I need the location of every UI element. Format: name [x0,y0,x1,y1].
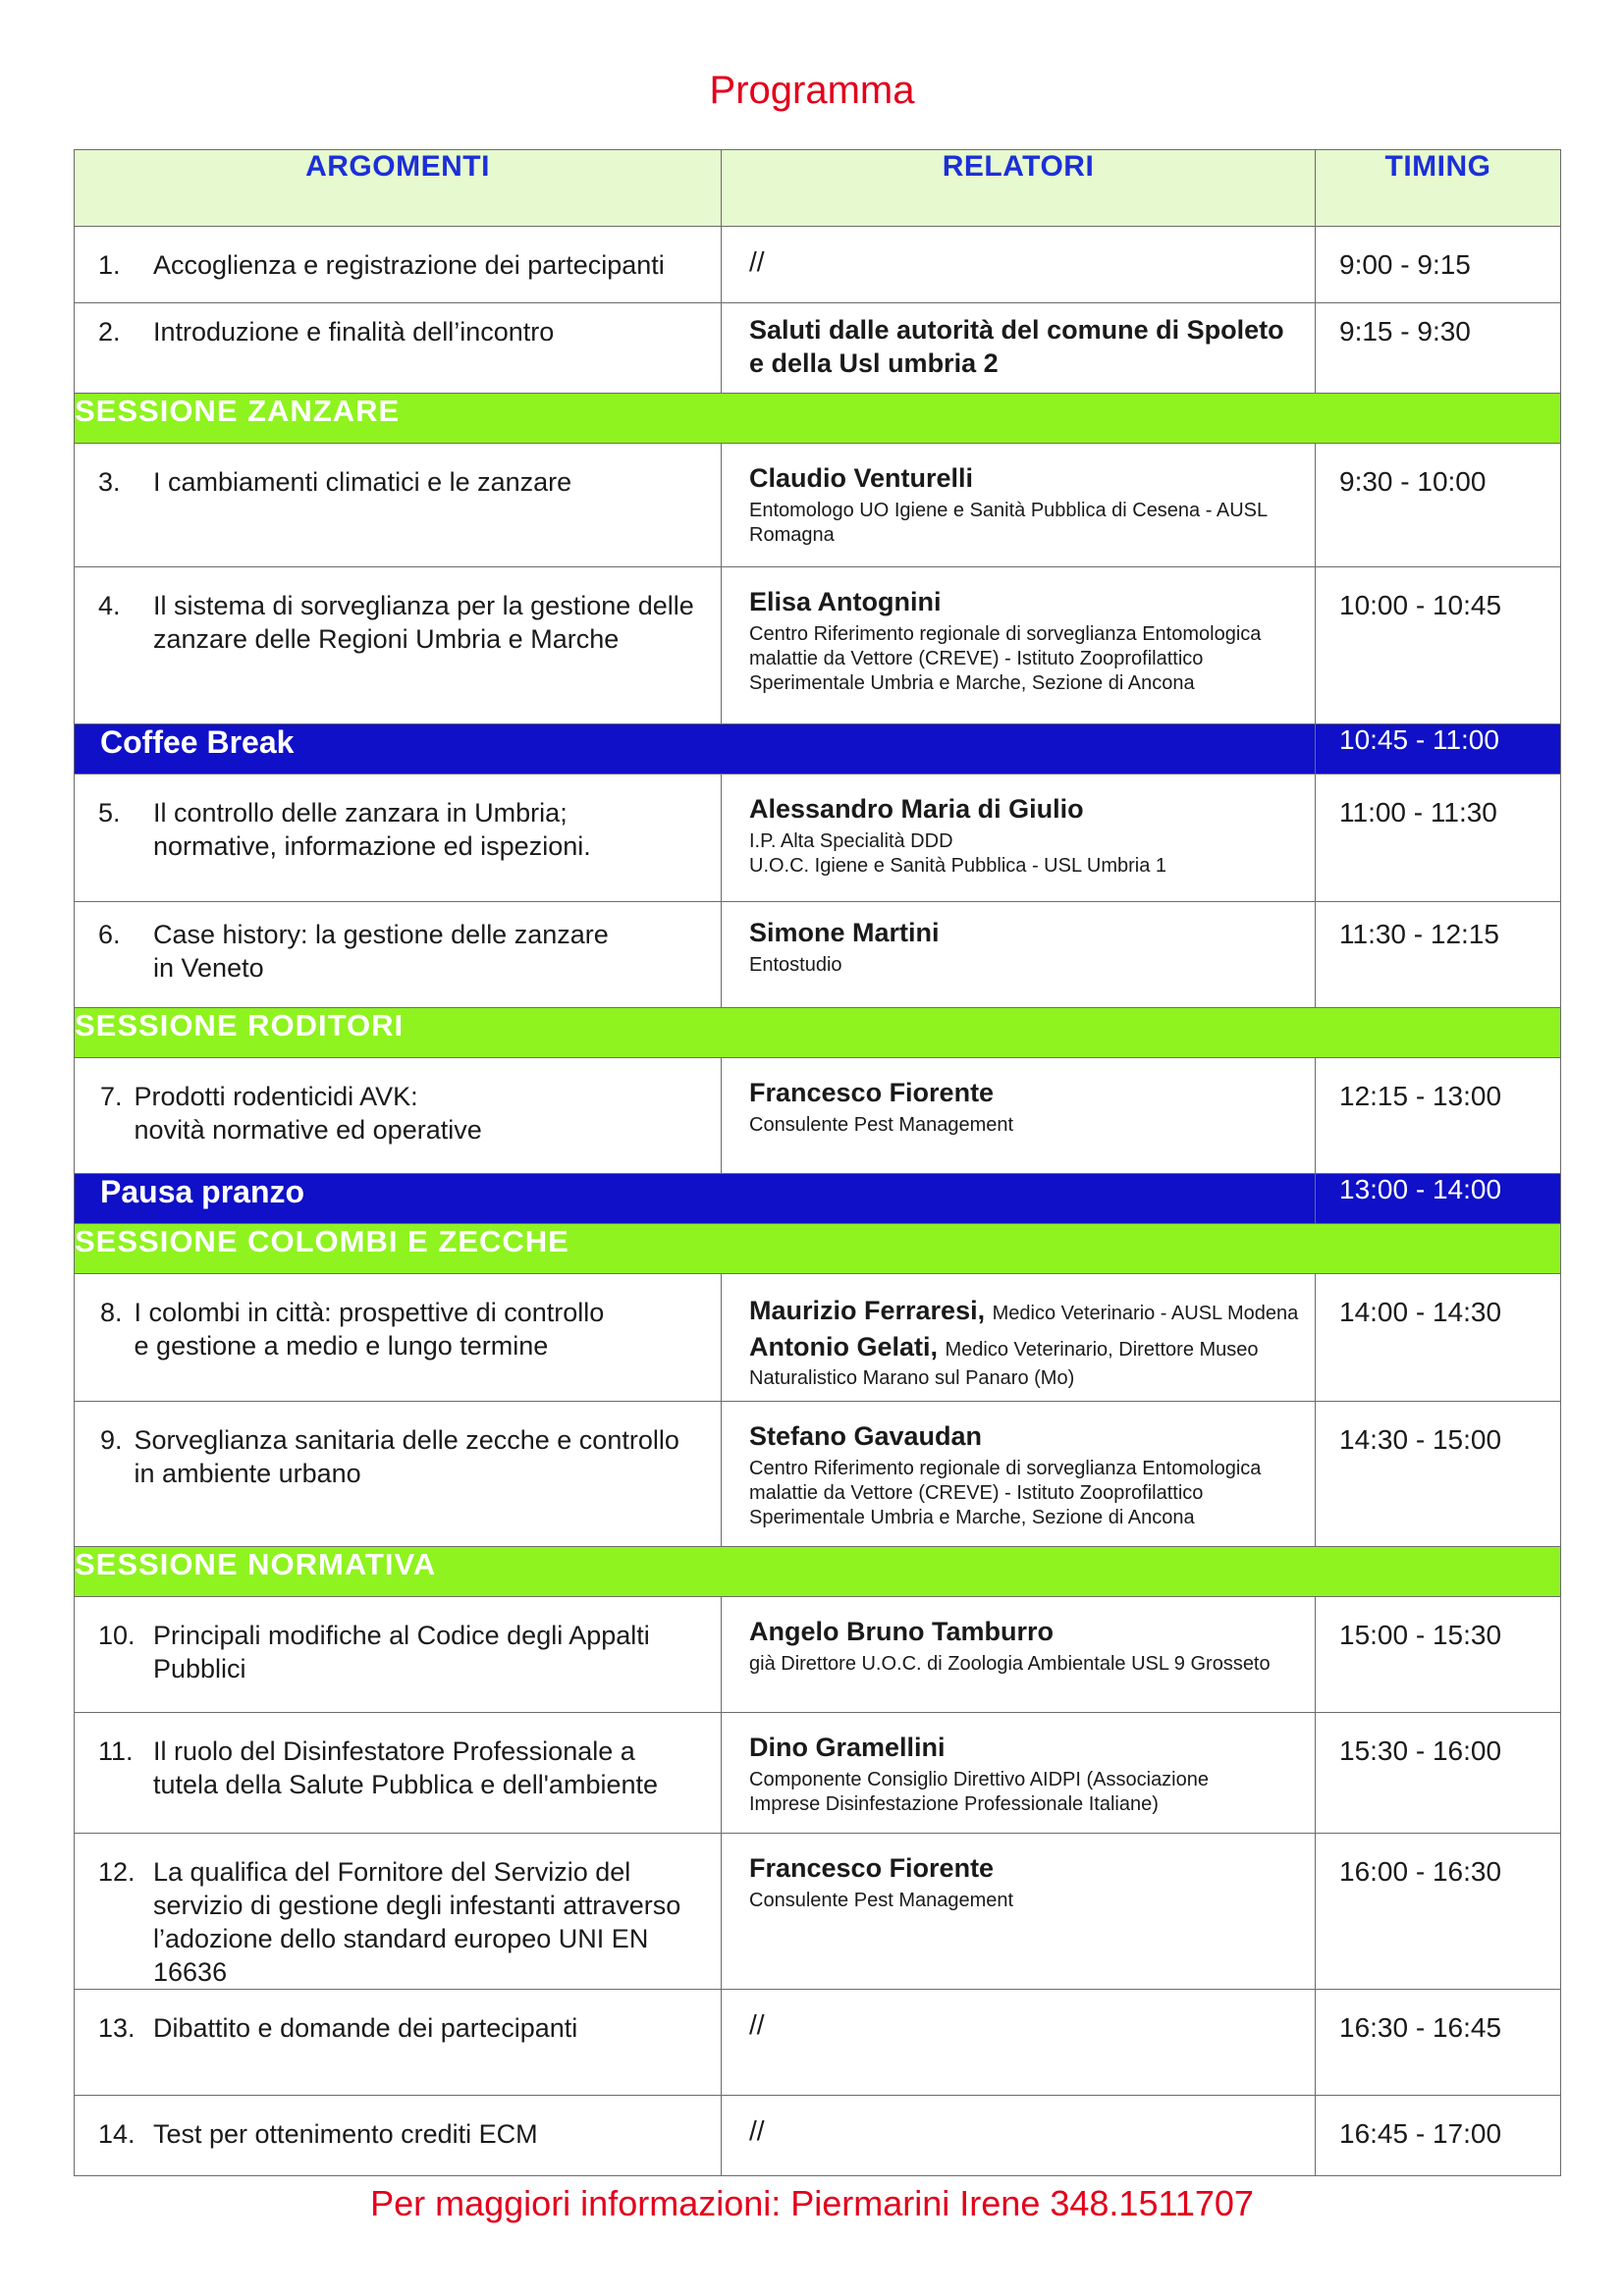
topic-text: Case history: la gestione delle zanzare [153,920,609,949]
session-label: SESSIONE NORMATIVA [75,1547,1561,1597]
speaker-role: Romagna [749,524,835,546]
header-speakers: RELATORI [722,150,1316,227]
session-label: SESSIONE ZANZARE [75,394,1561,444]
table-row [75,444,1561,567]
table-row [75,1990,1561,2096]
break-time: 10:45 - 11:00 [1316,724,1561,774]
topic-text: servizio di gestione degli infestanti attraverso [153,1891,681,1920]
speaker-role: Sperimentale Umbria e Marche, Sezione di Ancona [749,1507,1195,1528]
speaker-name: Dino Gramellini [749,1733,946,1762]
time-slot: 14:30 - 15:00 [1339,1424,1502,1455]
time-slot: 9:15 - 9:30 [1339,316,1471,347]
speaker-name: // [749,2009,765,2040]
table-row [75,1402,1561,1547]
break-label: Pausa pranzo [75,1174,1316,1224]
table-row [75,1597,1561,1713]
speaker-name: Elisa Antognini [749,587,942,616]
item-number: 4. [98,591,121,620]
topic-text: novità normative ed operative [134,1115,482,1145]
time-slot: 16:45 - 17:00 [1339,2118,1502,2149]
topic-text: Prodotti rodenticidi AVK: [134,1082,418,1111]
topic-text: Principali modifiche al Codice degli Appalti [153,1621,650,1650]
speaker-role: Centro Riferimento regionale di sorveglianza Entomologica [749,623,1262,645]
item-number: 12. [98,1857,135,1887]
speaker-name: e della Usl umbria 2 [749,348,999,378]
table-row [75,567,1561,724]
table-row [75,1058,1561,1174]
topic-text: I colombi in città: prospettive di controllo [134,1298,605,1327]
table-row [75,1713,1561,1834]
time-slot: 16:00 - 16:30 [1339,1856,1502,1887]
break-row [75,1174,1561,1224]
item-number: 1. [98,250,121,280]
item-number: 9. [100,1425,123,1455]
speaker-role: Centro Riferimento regionale di sorveglianza Entomologica [749,1458,1262,1479]
topic-text: Dibattito e domande dei partecipanti [153,2013,578,2043]
topic-text: I cambiamenti climatici e le zanzare [153,467,572,497]
time-slot: 10:00 - 10:45 [1339,590,1502,620]
break-label: Coffee Break [75,724,1316,774]
speaker-name: Claudio Venturelli [749,463,974,493]
speaker-role: Naturalistico Marano sul Panaro (Mo) [749,1367,1075,1389]
time-slot: 14:00 - 14:30 [1339,1297,1502,1327]
table-row [75,303,1561,394]
item-number: 14. [98,2119,135,2149]
table-row [75,2096,1561,2176]
time-slot: 9:30 - 10:00 [1339,466,1487,497]
item-number: 10. [98,1621,135,1650]
break-time: 13:00 - 14:00 [1316,1174,1561,1224]
speaker-name: Francesco Fiorente [749,1853,995,1883]
header-timing: TIMING [1316,150,1561,227]
speaker-role: Sperimentale Umbria e Marche, Sezione di Ancona [749,672,1195,694]
item-number: 13. [98,2013,135,2043]
speaker-name: Antonio Gelati, [749,1332,938,1362]
table-header-row [75,150,1561,227]
topic-text: Test per ottenimento crediti ECM [153,2119,538,2149]
speaker-role: già Direttore U.O.C. di Zoologia Ambientale USL 9 Grosseto [749,1653,1271,1675]
speaker-name: Alessandro Maria di Giulio [749,794,1084,824]
page-title: Programma [709,69,915,112]
topic-text: Il ruolo del Disinfestatore Professionale a [153,1736,635,1766]
speaker-name: Francesco Fiorente [749,1078,995,1107]
item-number: 2. [98,317,121,347]
speaker-name: Maurizio Ferraresi, [749,1296,986,1325]
session-row [75,1547,1561,1597]
topic-text: in Veneto [153,953,264,983]
session-label: SESSIONE COLOMBI E ZECCHE [75,1224,1561,1274]
item-number: 6. [98,920,121,949]
item-number: 5. [98,798,121,828]
contact-footer: Per maggiori informazioni: Piermarini Irene 348.1511707 [370,2183,1254,2223]
item-number: 11. [98,1736,134,1766]
speaker-name: Saluti dalle autorità del comune di Spoleto [749,315,1284,345]
session-label: SESSIONE RODITORI [75,1008,1561,1058]
speaker-name: Stefano Gavaudan [749,1421,983,1451]
topic-text: in ambiente urbano [134,1459,361,1488]
speaker-name: // [749,2115,765,2146]
speaker-role: Medico Veterinario, Direttore Museo [945,1339,1259,1361]
table-row [75,774,1561,902]
table-row [75,227,1561,303]
speaker-role: I.P. Alta Specialità DDD [749,830,953,852]
speaker-role: Consulente Pest Management [749,1114,1014,1136]
speaker-name: // [749,246,765,277]
item-number: 3. [98,467,121,497]
speaker-name: Simone Martini [749,918,940,947]
table-row [75,1834,1561,1990]
speaker-role: Entostudio [749,954,842,976]
speaker-role: U.O.C. Igiene e Sanità Pubblica - USL Umbria 1 [749,855,1167,877]
speaker-role: Componente Consiglio Direttivo AIDPI (Associazione [749,1769,1209,1790]
table-row [75,1274,1561,1402]
speaker-role: malattie da Vettore (CREVE) - Istituto Zooprofilattico [749,648,1204,669]
time-slot: 15:00 - 15:30 [1339,1620,1502,1650]
topic-text: Accoglienza e registrazione dei partecipanti [153,250,665,280]
speaker-role: malattie da Vettore (CREVE) - Istituto Zooprofilattico [749,1482,1204,1504]
table-row [75,902,1561,1008]
topic-text: e gestione a medio e lungo termine [134,1331,549,1361]
topic-text: Il sistema di sorveglianza per la gestione delle [153,591,694,620]
topic-text: Sorveglianza sanitaria delle zecche e controllo [134,1425,679,1455]
topic-text: Introduzione e finalità dell’incontro [153,317,555,347]
speaker-role: Entomologo UO Igiene e Sanità Pubblica di Cesena - AUSL [749,500,1269,521]
time-slot: 11:30 - 12:15 [1339,919,1499,949]
time-slot: 12:15 - 13:00 [1339,1081,1502,1111]
session-row [75,1224,1561,1274]
speaker-role: Consulente Pest Management [749,1890,1014,1911]
time-slot: 16:30 - 16:45 [1339,2012,1502,2043]
time-slot: 11:00 - 11:30 [1339,797,1497,828]
topic-text: Pubblici [153,1654,246,1683]
topic-text: zanzare delle Regioni Umbria e Marche [153,624,620,654]
program-table [74,149,1561,2176]
session-row [75,394,1561,444]
speaker-role: Medico Veterinario - AUSL Modena [992,1303,1299,1324]
item-number: 8. [100,1298,123,1327]
time-slot: 15:30 - 16:00 [1339,1735,1502,1766]
topic-text: Il controllo delle zanzara in Umbria; [153,798,568,828]
topic-text: normative, informazione ed ispezioni. [153,831,591,861]
topic-text: l’adozione dello standard europeo UNI EN 16636 [153,1924,649,1987]
time-slot: 9:00 - 9:15 [1339,249,1471,280]
session-row [75,1008,1561,1058]
item-number: 7. [100,1082,123,1111]
header-topics: ARGOMENTI [75,150,722,227]
break-row [75,724,1561,774]
topic-text: La qualifica del Fornitore del Servizio del [153,1857,631,1887]
topic-text: tutela della Salute Pubblica e dell'ambiente [153,1770,659,1799]
speaker-role: Imprese Disinfestazione Professionale Italiane) [749,1793,1159,1815]
speaker-name: Angelo Bruno Tamburro [749,1617,1054,1646]
